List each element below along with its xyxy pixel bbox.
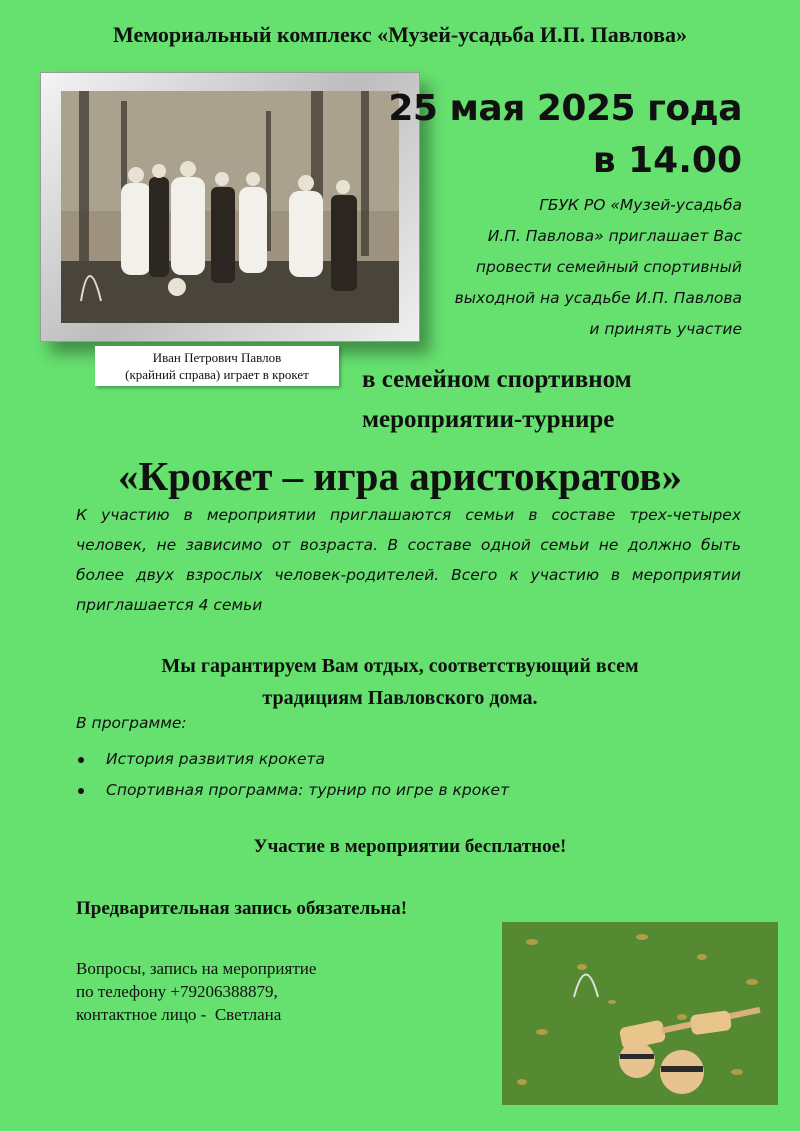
registration-notice: Предварительная запись обязательна! [76, 898, 408, 919]
contact-line: Вопросы, запись на мероприятие [76, 959, 317, 978]
photo-caption [95, 346, 339, 386]
program-item: История развития крокета [76, 744, 509, 775]
contact-line: контактное лицо - Светлана [76, 1005, 282, 1024]
participation-text: К участию в мероприятии приглашаются семьи в составе трех-четырех человек, не зависимо от возраста. В составе одной семьи не должно быть более двух взрослых человек-родителей. Всего к участию в мероприятии приглашается 4 семьи [76, 506, 741, 614]
program-heading: В программе: [76, 714, 187, 732]
invitation-line: И.П. Павлова» приглашает Вас [487, 227, 742, 245]
header-title: Мемориальный комплекс «Музей-усадьба И.П. Павлова» [113, 22, 687, 47]
invitation-line: и принять участие [589, 320, 742, 338]
program-list [76, 744, 509, 806]
invitation-text [402, 190, 742, 345]
invitation-line: выходной на усадьбе И.П. Павлова [454, 289, 742, 307]
event-name [362, 360, 782, 440]
guarantee-text [0, 650, 800, 714]
historic-croquet-photo [61, 91, 399, 323]
croquet-equipment-photo [502, 922, 778, 1105]
caption-line-1: Иван Петрович Павлов [152, 350, 282, 365]
caption-line-2: (крайний справа) играет в крокет [125, 367, 309, 382]
program-item: Спортивная программа: турнир по игре в крокет [76, 775, 509, 806]
historic-photo-frame [40, 72, 420, 342]
contact-line: по телефону +79206388879, [76, 982, 278, 1001]
invitation-line: провести семейный спортивный [475, 258, 742, 276]
free-participation-notice: Участие в мероприятии бесплатное! [253, 836, 567, 857]
main-title: «Крокет – игра аристократов» [117, 453, 683, 499]
contact-info [76, 957, 316, 1026]
guarantee-line-2: традициям Павловского дома. [262, 687, 538, 709]
event-date: 25 мая 2025 года [388, 88, 742, 129]
guarantee-line-1: Мы гарантируем Вам отдых, соответствующий всем [161, 655, 639, 677]
event-name-line-2: мероприятии-турнире [362, 406, 615, 433]
invitation-line: ГБУК РО «Музей-усадьба [539, 196, 742, 214]
event-name-line-1: в семейном спортивном [362, 366, 632, 393]
event-time: в 14.00 [592, 140, 742, 181]
